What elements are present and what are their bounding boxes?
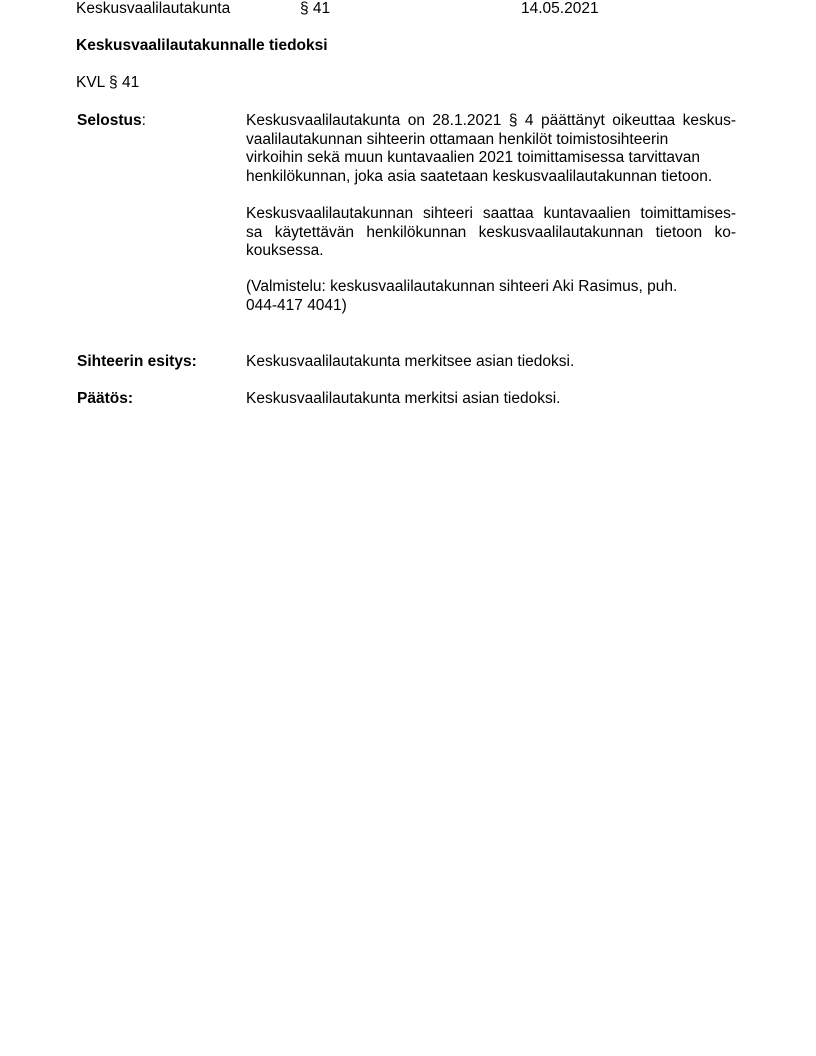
selostus-content-3 bbox=[246, 278, 736, 315]
selostus-label-colon: : bbox=[141, 112, 146, 129]
proposal-label-text: Sihteerin esitys: bbox=[77, 353, 197, 370]
selostus-label bbox=[77, 112, 146, 130]
selostus-p1-line-3: virkoihin sekä muun kuntavaalien 2021 toimittamisessa tarvittavan bbox=[246, 149, 701, 166]
selostus-p3-line-1: (Valmistelu: keskusvaalilautakunnan sihteeri Aki Rasimus, puh. bbox=[246, 278, 678, 295]
selostus-p2-line-3: kouksessa. bbox=[246, 242, 324, 259]
selostus-p1-line-1: Keskusvaalilautakunta on 28.1.2021 § 4 päättänyt oikeuttaa keskus- bbox=[246, 112, 736, 129]
selostus-content bbox=[246, 112, 736, 186]
item-title: Keskusvaalilautakunnalle tiedoksi bbox=[76, 37, 328, 54]
selostus-p1-line-4: henkilökunnan, joka asia saatetaan keskusvaalilautakunnan tietoon. bbox=[246, 167, 713, 185]
selostus-label-text: Selostus bbox=[77, 112, 142, 129]
item-reference: KVL § 41 bbox=[76, 74, 140, 91]
selostus-p2-line-1: Keskusvaalilautakunnan sihteeri saattaa kuntavaalien toimittamises- bbox=[246, 205, 736, 222]
selostus-p2-line-2: sa käytettävän henkilökunnan keskusvaalilautakunnan tietoon ko- bbox=[246, 223, 736, 241]
header-body-name: Keskusvaalilautakunta bbox=[76, 0, 231, 17]
selostus-paragraph-1 bbox=[246, 112, 736, 186]
decision-text: Keskusvaalilautakunta merkitsi asian tiedoksi. bbox=[246, 390, 561, 407]
decision-label bbox=[77, 390, 133, 408]
selostus-paragraph-3 bbox=[246, 278, 736, 315]
selostus-p1-line-2: vaalilautakunnan sihteerin ottamaan henkilöt toimistosihteerin bbox=[246, 130, 669, 148]
selostus-content-2 bbox=[246, 205, 736, 261]
header-meeting-date: 14.05.2021 bbox=[521, 0, 599, 17]
header-section-number: § 41 bbox=[300, 0, 331, 17]
proposal-text: Keskusvaalilautakunta merkitsee asian tiedoksi. bbox=[246, 353, 575, 370]
proposal-label bbox=[77, 353, 197, 371]
selostus-paragraph-2 bbox=[246, 205, 736, 261]
decision-label-text: Päätös: bbox=[77, 390, 133, 407]
selostus-p3-line-2: 044-417 4041) bbox=[246, 296, 347, 314]
